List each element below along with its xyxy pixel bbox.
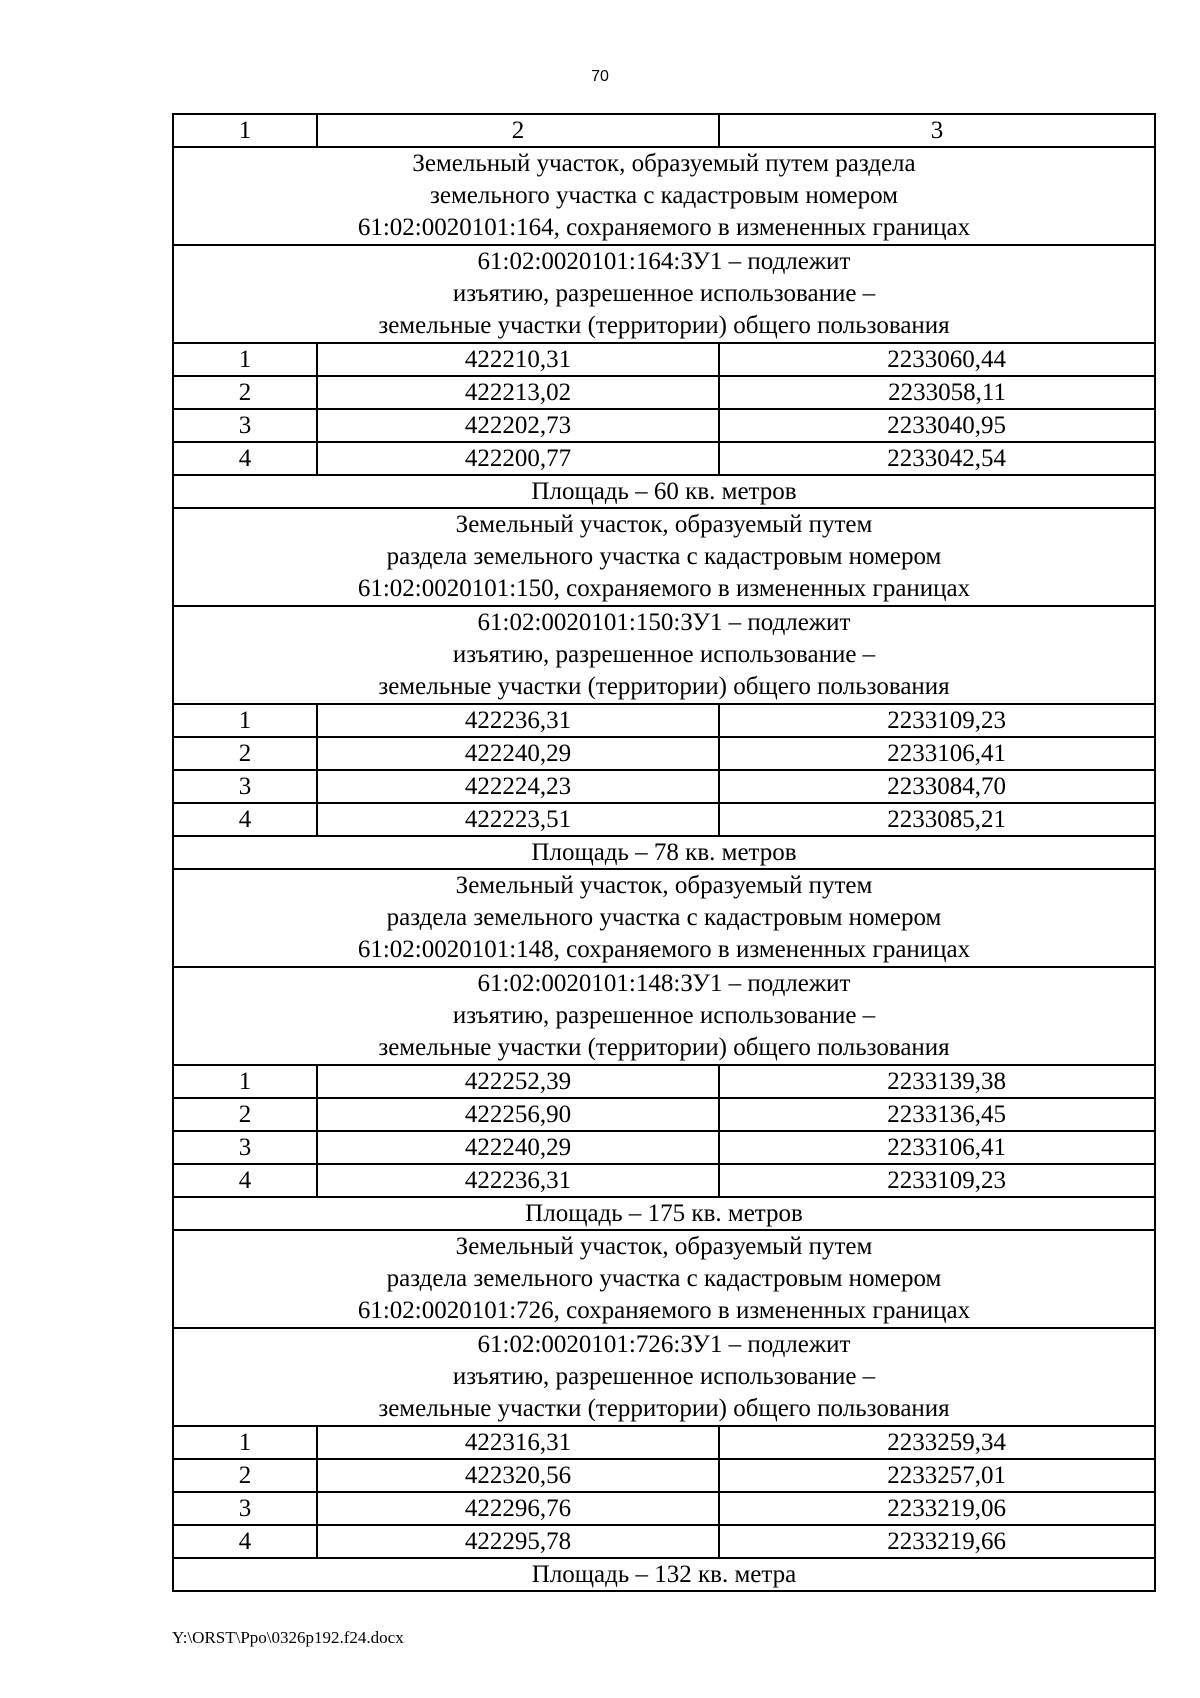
section-area: Площадь – 78 кв. метров	[173, 836, 1155, 869]
table-row	[173, 1164, 1155, 1197]
table-row	[173, 737, 1155, 770]
section-plot-description	[173, 967, 1155, 1065]
footer-file-path: Y:\ORST\Ppo\0326p192.f24.docx	[172, 1628, 404, 1647]
section-title-line: Земельный участок, образуемый путем	[455, 872, 873, 899]
coordinates-table-body	[173, 114, 1155, 1591]
y-coordinate-cell: 2233085,21	[719, 803, 1155, 836]
x-coordinate-cell: 422202,73	[317, 409, 719, 442]
section-title	[173, 869, 1155, 967]
section-title-line: 61:02:0020101:150, сохраняемого в измененных границах	[357, 575, 971, 602]
y-coordinate-cell: 2233106,41	[719, 1131, 1155, 1164]
x-coordinate-cell: 422240,29	[317, 737, 719, 770]
x-coordinate-cell: 422213,02	[317, 376, 719, 409]
section-title-line: земельного участка с кадастровым номером	[429, 182, 899, 209]
x-coordinate-cell: 422316,31	[317, 1426, 719, 1459]
point-number-cell: 1	[173, 1426, 317, 1459]
table-row	[173, 1426, 1155, 1459]
y-coordinate-cell: 2233106,41	[719, 737, 1155, 770]
section-area: Площадь – 132 кв. метра	[173, 1558, 1155, 1591]
table-row	[173, 343, 1155, 376]
section-title-line: раздела земельного участка с кадастровым номером	[386, 904, 942, 931]
y-coordinate-cell: 2233219,06	[719, 1492, 1155, 1525]
section-plot-line: изъятию, разрешенное использование –	[452, 1363, 876, 1390]
x-coordinate-cell: 422210,31	[317, 343, 719, 376]
table-row	[173, 704, 1155, 737]
point-number-cell: 4	[173, 1525, 317, 1558]
section-plot-row	[173, 967, 1155, 1065]
table-header-row	[173, 114, 1155, 147]
section-plot-description	[173, 1328, 1155, 1426]
x-coordinate-cell: 422320,56	[317, 1459, 719, 1492]
table-row	[173, 1131, 1155, 1164]
table-row	[173, 1065, 1155, 1098]
x-coordinate-cell: 422223,51	[317, 803, 719, 836]
section-plot-line: земельные участки (территории) общего пользования	[378, 1395, 950, 1422]
coordinates-table	[172, 113, 1156, 1592]
section-title-line: Земельный участок, образуемый путем	[455, 511, 873, 538]
section-title-line: Земельный участок, образуемый путем раздела	[412, 150, 916, 177]
point-number-cell: 3	[173, 1131, 317, 1164]
section-title-row	[173, 508, 1155, 606]
section-plot-line: изъятию, разрешенное использование –	[452, 641, 876, 668]
x-coordinate-cell: 422200,77	[317, 442, 719, 475]
section-title-line: раздела земельного участка с кадастровым номером	[386, 1265, 942, 1292]
section-plot-line: 61:02:0020101:150:ЗУ1 – подлежит	[477, 609, 851, 636]
x-coordinate-cell: 422236,31	[317, 704, 719, 737]
y-coordinate-cell: 2233058,11	[719, 376, 1155, 409]
point-number-cell: 1	[173, 1065, 317, 1098]
point-number-cell: 3	[173, 770, 317, 803]
section-plot-line: земельные участки (территории) общего пользования	[378, 312, 950, 339]
y-coordinate-cell: 2233219,66	[719, 1525, 1155, 1558]
section-plot-line: 61:02:0020101:726:ЗУ1 – подлежит	[477, 1331, 851, 1358]
point-number-cell: 2	[173, 737, 317, 770]
point-number-cell: 2	[173, 376, 317, 409]
point-number-cell: 4	[173, 442, 317, 475]
y-coordinate-cell: 2233109,23	[719, 704, 1155, 737]
y-coordinate-cell: 2233259,34	[719, 1426, 1155, 1459]
section-title-line: Земельный участок, образуемый путем	[455, 1233, 873, 1260]
table-row	[173, 1459, 1155, 1492]
x-coordinate-cell: 422256,90	[317, 1098, 719, 1131]
section-area-row	[173, 1558, 1155, 1591]
section-plot-description	[173, 606, 1155, 704]
y-coordinate-cell: 2233042,54	[719, 442, 1155, 475]
section-area-row	[173, 475, 1155, 508]
point-number-cell: 3	[173, 409, 317, 442]
x-coordinate-cell: 422224,23	[317, 770, 719, 803]
x-coordinate-cell: 422296,76	[317, 1492, 719, 1525]
section-title-line: 61:02:0020101:726, сохраняемого в измененных границах	[357, 1297, 971, 1324]
table-row	[173, 803, 1155, 836]
section-title	[173, 508, 1155, 606]
point-number-cell: 4	[173, 803, 317, 836]
x-coordinate-cell: 422295,78	[317, 1525, 719, 1558]
section-area: Площадь – 175 кв. метров	[173, 1197, 1155, 1230]
table-row	[173, 1525, 1155, 1558]
section-title	[173, 1230, 1155, 1328]
section-plot-line: земельные участки (территории) общего пользования	[378, 1034, 950, 1061]
table-row	[173, 409, 1155, 442]
point-number-cell: 2	[173, 1459, 317, 1492]
x-coordinate-cell: 422236,31	[317, 1164, 719, 1197]
header-cell-col1: 1	[173, 114, 317, 147]
section-plot-row	[173, 245, 1155, 343]
section-plot-line: 61:02:0020101:164:ЗУ1 – подлежит	[477, 248, 851, 275]
point-number-cell: 3	[173, 1492, 317, 1525]
section-plot-description	[173, 245, 1155, 343]
point-number-cell: 4	[173, 1164, 317, 1197]
section-plot-row	[173, 606, 1155, 704]
section-title-row	[173, 147, 1155, 245]
table-row	[173, 770, 1155, 803]
point-number-cell: 1	[173, 343, 317, 376]
section-plot-line: изъятию, разрешенное использование –	[452, 1002, 876, 1029]
section-title-line: раздела земельного участка с кадастровым номером	[386, 543, 942, 570]
table-row	[173, 442, 1155, 475]
section-area: Площадь – 60 кв. метров	[173, 475, 1155, 508]
section-plot-line: 61:02:0020101:148:ЗУ1 – подлежит	[477, 970, 851, 997]
section-title-row	[173, 869, 1155, 967]
point-number-cell: 2	[173, 1098, 317, 1131]
y-coordinate-cell: 2233040,95	[719, 409, 1155, 442]
section-title-row	[173, 1230, 1155, 1328]
section-title-line: 61:02:0020101:164, сохраняемого в измененных границах	[357, 214, 971, 241]
section-title-line: 61:02:0020101:148, сохраняемого в измененных границах	[357, 936, 971, 963]
header-cell-col3: 3	[719, 114, 1155, 147]
y-coordinate-cell: 2233060,44	[719, 343, 1155, 376]
x-coordinate-cell: 422240,29	[317, 1131, 719, 1164]
x-coordinate-cell: 422252,39	[317, 1065, 719, 1098]
table-row	[173, 376, 1155, 409]
y-coordinate-cell: 2233084,70	[719, 770, 1155, 803]
page-number: 70	[591, 68, 609, 85]
section-title	[173, 147, 1155, 245]
section-plot-line: изъятию, разрешенное использование –	[452, 280, 876, 307]
y-coordinate-cell: 2233109,23	[719, 1164, 1155, 1197]
y-coordinate-cell: 2233136,45	[719, 1098, 1155, 1131]
section-plot-row	[173, 1328, 1155, 1426]
y-coordinate-cell: 2233139,38	[719, 1065, 1155, 1098]
table-row	[173, 1098, 1155, 1131]
point-number-cell: 1	[173, 704, 317, 737]
section-area-row	[173, 1197, 1155, 1230]
section-area-row	[173, 836, 1155, 869]
y-coordinate-cell: 2233257,01	[719, 1459, 1155, 1492]
table-row	[173, 1492, 1155, 1525]
header-cell-col2: 2	[317, 114, 719, 147]
section-plot-line: земельные участки (территории) общего пользования	[378, 673, 950, 700]
